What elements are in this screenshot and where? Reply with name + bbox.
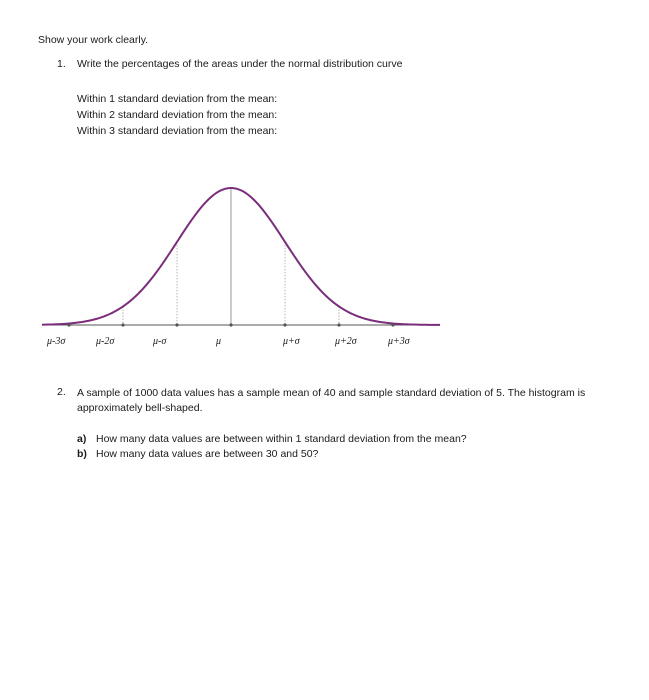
part-b-label: b) [77,448,87,460]
prompt-within-2-sd: Within 2 standard deviation from the mean: [77,109,278,121]
sigma-drop-lines [69,188,393,325]
part-a-label: a) [77,433,87,445]
tick-dot [229,323,232,326]
question-1-number: 1. [57,58,66,70]
question-2-number: 2. [57,386,66,398]
prompt-within-1-sd: Within 1 standard deviation from the mean: [77,93,278,105]
part-b-text: How many data values are between 30 and 50? [96,448,319,460]
prompt-within-3-sd: Within 3 standard deviation from the mean: [77,125,278,137]
tick-dot [391,323,394,326]
tick-dot [175,323,178,326]
tick-dot [121,323,124,326]
tick-dot [67,323,70,326]
label-mu-plus-3sigma: μ+3σ [388,336,410,347]
label-mu-plus-2sigma: μ+2σ [335,336,357,347]
instruction-text: Show your work clearly. [38,34,149,46]
label-mu-minus-2sigma: μ-2σ [96,336,115,347]
label-mu-plus-sigma: μ+σ [283,336,300,347]
label-mu-minus-sigma: μ-σ [153,336,167,347]
label-mu-minus-3sigma: μ-3σ [47,336,66,347]
tick-dot [283,323,286,326]
question-1-text: Write the percentages of the areas under the normal distribution curve [77,58,403,70]
bell-curve [42,188,440,325]
tick-dot [337,323,340,326]
question-2-text: A sample of 1000 data values has a sample mean of 40 and sample standard deviation of 5. The histogram is approximately bell-shaped. [77,387,586,414]
normal-distribution-figure [0,170,460,350]
part-a-text: How many data values are between within 1 standard deviation from the mean? [96,433,467,445]
label-mu: μ [216,336,222,347]
